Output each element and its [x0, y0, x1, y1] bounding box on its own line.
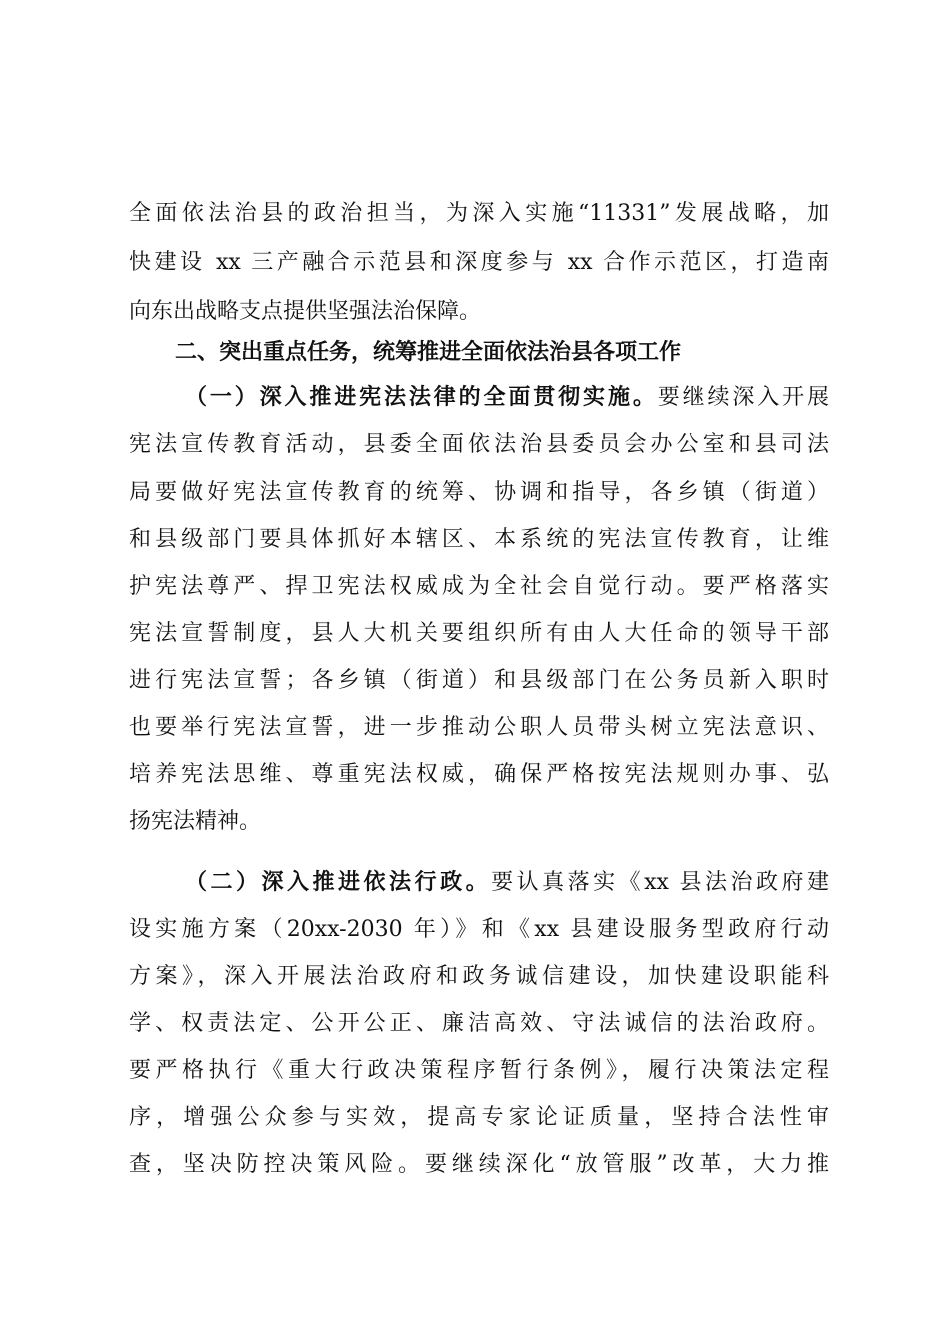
sub1-title: （一）深入推进宪法法律的全面贯彻实施。	[185, 385, 658, 410]
sub1-line-7: 也要举行宪法宣誓，进一步推动公职人员带头树立宪法意识、	[129, 715, 829, 740]
sub2-first-line	[185, 863, 829, 903]
sub1-line-4: 护宪法尊严、捍卫宪法权威成为全社会自觉行动。要严格落实	[129, 574, 829, 599]
sub1-line-8: 培养宪法思维、尊重宪法权威，确保严格按宪法规则办事、弘	[129, 762, 829, 787]
para1-line-2: 快建设 xx 三产融合示范县和深度参与 xx 合作示范区，打造南	[129, 250, 829, 275]
sub1-line-1: 宪法宣传教育活动，县委全面依法治县委员会办公室和县司法	[129, 432, 829, 457]
sub2-line-6: 查，坚决防控决策风险。要继续深化“放管服”改革，大力推	[129, 1152, 829, 1177]
para1-line-1: 全面依法治县的政治担当，为深入实施“11331”发展战略，加	[129, 201, 829, 226]
sub1-line-5: 宪法宣誓制度，县人大机关要组织所有由人大任命的领导干部	[129, 621, 829, 646]
sub2-line-5: 序，增强公众参与实效，提高专家论证质量，坚持合法性审	[129, 1105, 829, 1130]
sub1-line-6: 进行宪法宣誓；各乡镇（街道）和县级部门在公务员新入职时	[129, 668, 829, 693]
sub2-line-3: 学、权责法定、公开公正、廉洁高效、守法诚信的法治政府。	[129, 1011, 829, 1036]
sub1-first-line	[185, 378, 829, 418]
sub2-line-4: 要严格执行《重大行政决策程序暂行条例》，履行决策法定程	[129, 1058, 829, 1083]
para1-line-3: 向东出战略支点提供坚强法治保障。	[129, 299, 482, 324]
sub1-line-9: 扬宪法精神。	[129, 809, 262, 834]
sub1-line-3: 和县级部门要具体抓好本辖区、本系统的宪法宣传教育，让维	[129, 527, 829, 552]
sub2-line-2: 方案》，深入开展法治政府和政务诚信建设，加快建设职能科	[129, 964, 829, 989]
sub1-line-2: 局要做好宪法宣传教育的统筹、协调和指导，各乡镇（街道）	[129, 480, 829, 505]
sub2-title: （二）深入推进依法行政。	[185, 870, 492, 895]
section-heading: 二、突出重点任务，统筹推进全面依法治县各项工作	[175, 340, 682, 365]
sub1-first-line-text: 要继续深入开展	[657, 385, 829, 410]
sub2-first-line-text: 要认真落实《xx 县法治政府建	[491, 870, 829, 895]
sub2-line-1: 设实施方案（20xx-2030 年）》和《xx 县建设服务型政府行动	[129, 917, 829, 942]
